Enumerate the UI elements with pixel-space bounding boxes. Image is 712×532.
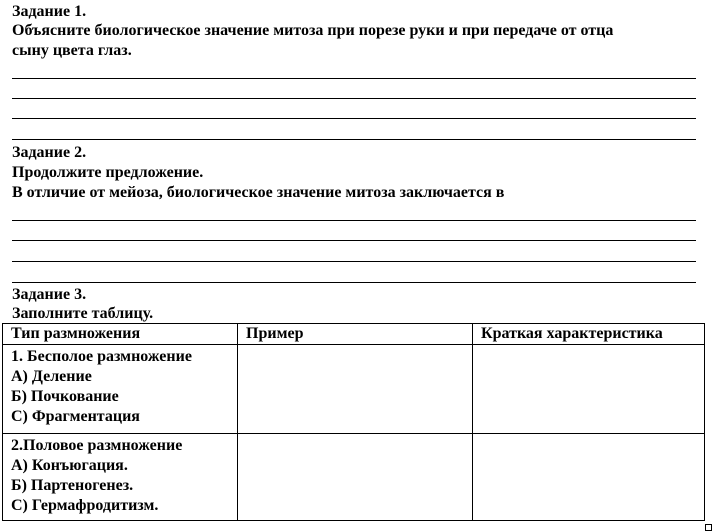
- answer-line[interactable]: [12, 139, 696, 140]
- reproduction-table: [2, 323, 705, 521]
- task2-instruction: Продолжите предложение.: [12, 164, 204, 181]
- task2-prompt: В отличие от мейоза, биологическое значение митоза заключается в: [12, 184, 505, 201]
- type-line: 1. Бесполое размножение: [11, 348, 192, 365]
- answer-line[interactable]: [12, 98, 696, 99]
- type-line: С) Фрагментация: [11, 408, 140, 425]
- description-cell[interactable]: [473, 434, 705, 521]
- table-row: [3, 345, 705, 434]
- example-cell[interactable]: [238, 345, 473, 434]
- column-header-description: Краткая характеристика: [473, 324, 705, 345]
- type-line: А) Деление: [11, 368, 92, 385]
- task3-instruction: Заполните таблицу.: [12, 305, 154, 322]
- table-resize-handle[interactable]: [705, 524, 712, 531]
- table-row: [3, 434, 705, 521]
- task1-text-line2: сыну цвета глаз.: [12, 42, 132, 59]
- type-cell: [3, 345, 238, 434]
- answer-line[interactable]: [12, 282, 696, 283]
- column-header-example: Пример: [238, 324, 473, 345]
- type-line: А) Конъюгация.: [11, 457, 128, 474]
- example-cell[interactable]: [238, 434, 473, 521]
- answer-line[interactable]: [12, 261, 696, 262]
- type-line: Б) Партеногенез.: [11, 477, 134, 494]
- table-header-row: [3, 324, 705, 345]
- type-line: 2.Половое размножение: [11, 437, 183, 454]
- description-cell[interactable]: [473, 345, 705, 434]
- answer-line[interactable]: [12, 240, 696, 241]
- task3-title: Задание 3.: [12, 286, 87, 303]
- answer-line[interactable]: [12, 118, 696, 119]
- answer-line[interactable]: [12, 78, 696, 79]
- type-line: С) Гермафродитизм.: [11, 497, 159, 514]
- task1-text-line1: Объясните биологическое значение митоза при порезе руки и при передаче от отца: [12, 22, 614, 39]
- task2-title: Задание 2.: [12, 144, 87, 161]
- column-header-type: Тип размножения: [3, 324, 238, 345]
- task1-title: Задание 1.: [12, 3, 87, 20]
- type-line: Б) Почкование: [11, 388, 119, 405]
- answer-line[interactable]: [12, 220, 696, 221]
- type-cell: [3, 434, 238, 521]
